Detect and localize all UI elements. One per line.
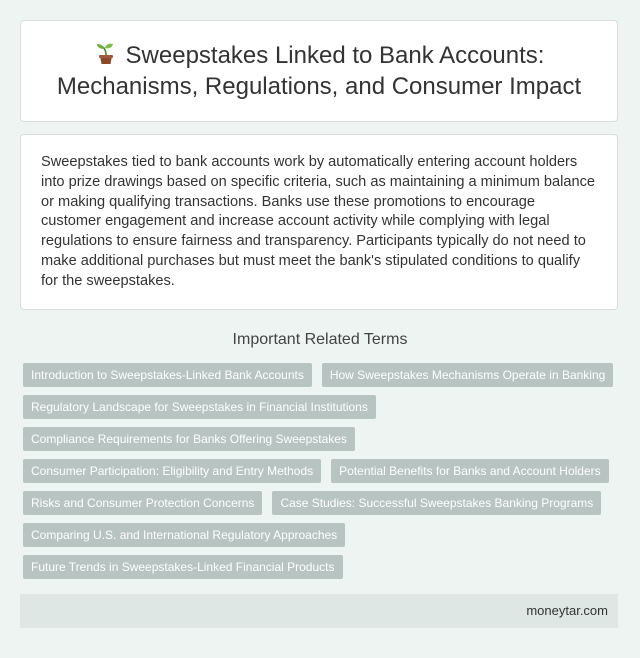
related-term-tag[interactable]: Introduction to Sweepstakes-Linked Bank Accounts	[23, 363, 312, 387]
seedling-icon	[94, 41, 118, 65]
tag-row	[23, 491, 623, 515]
related-term-tag[interactable]: Risks and Consumer Protection Concerns	[23, 491, 262, 515]
footer-site-link[interactable]: moneytar.com	[526, 603, 608, 618]
related-terms-list	[23, 363, 623, 587]
related-term-tag[interactable]: Future Trends in Sweepstakes-Linked Financial Products	[23, 555, 343, 579]
related-term-tag[interactable]: Compliance Requirements for Banks Offering Sweepstakes	[23, 427, 355, 451]
summary-card	[20, 134, 618, 310]
tag-row	[23, 459, 623, 483]
page-title-text: Sweepstakes Linked to Bank Accounts: Mechanisms, Regulations, and Consumer Impact	[56, 42, 582, 100]
tag-row	[23, 555, 623, 579]
title-card	[20, 20, 618, 122]
tag-row	[23, 395, 623, 419]
related-term-tag[interactable]: Potential Benefits for Banks and Account Holders	[331, 459, 609, 483]
related-term-tag[interactable]: Regulatory Landscape for Sweepstakes in Financial Institutions	[23, 395, 376, 419]
related-term-tag[interactable]: Consumer Participation: Eligibility and Entry Methods	[23, 459, 321, 483]
tag-row	[23, 363, 623, 387]
tag-row	[23, 523, 623, 547]
related-term-tag[interactable]: Case Studies: Successful Sweepstakes Banking Programs	[272, 491, 601, 515]
footer	[20, 594, 618, 628]
related-terms-heading: Important Related Terms	[232, 331, 408, 348]
summary-text: Sweepstakes tied to bank accounts work by automatically entering account holders into prize drawings based on specific criteria, such as maintaining a minimum balance or making qualifying transactions. Banks use these promotions to encourage customer engagement and increase account activity while complying with legal regulations to ensure fairness and transparency. Participants typically do not need to make additional purchases but must meet the bank's stipulated conditions to qualify for the sweepstakes.	[41, 154, 596, 289]
tag-row	[23, 427, 623, 451]
page-title	[21, 40, 617, 102]
related-term-tag[interactable]: How Sweepstakes Mechanisms Operate in Banking	[322, 363, 613, 387]
related-term-tag[interactable]: Comparing U.S. and International Regulatory Approaches	[23, 523, 345, 547]
